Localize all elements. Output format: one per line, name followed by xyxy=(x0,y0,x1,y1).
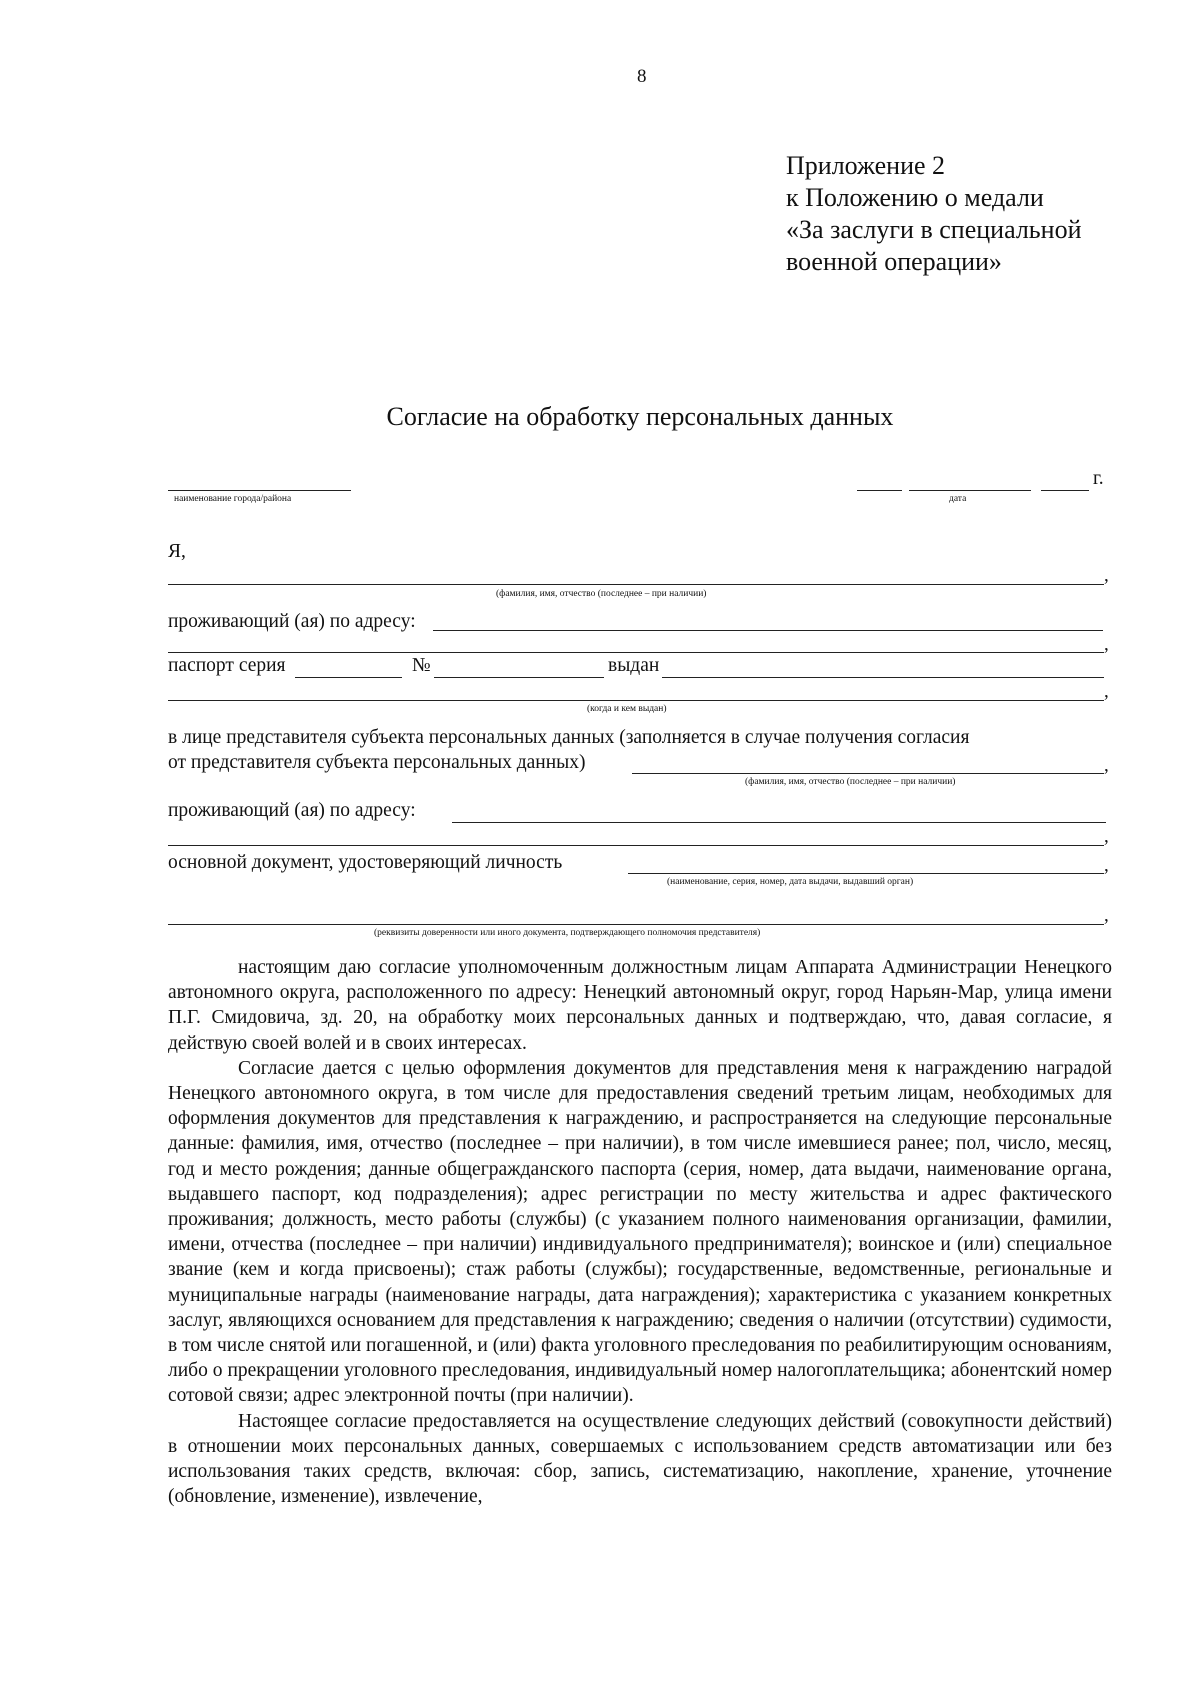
consent-body xyxy=(168,955,1112,1509)
year-suffix: г. xyxy=(1093,468,1104,489)
appendix-line: военной операции» xyxy=(786,247,1002,276)
city-blank xyxy=(168,490,351,491)
representative-text: в лице представителя субъекта персональных данных (заполняется в случае получения согласия xyxy=(168,727,970,748)
id-document-label: основной документ, удостоверяющий личность xyxy=(168,852,563,873)
ya-label: Я, xyxy=(168,541,186,562)
passport-number-label: № xyxy=(412,655,431,676)
rep-address-label: проживающий (ая) по адресу: xyxy=(168,800,416,821)
comma: , xyxy=(1104,905,1109,926)
representative-text: от представителя субъекта персональных данных) xyxy=(168,752,586,773)
id-document-blank xyxy=(628,873,1104,874)
fio-caption: (фамилия, имя, отчество (последнее – при наличии) xyxy=(496,589,707,599)
issued-blank-2 xyxy=(168,700,1104,701)
comma: , xyxy=(1104,755,1109,776)
power-of-attorney-blank xyxy=(168,924,1104,925)
date-caption: дата xyxy=(949,494,967,504)
document-title: Согласие на обработку персональных данных xyxy=(386,402,894,431)
power-of-attorney-caption: (реквизиты доверенности или иного документа, подтверждающего полномочия представителя) xyxy=(374,928,761,938)
paragraph: настоящим даю согласие уполномоченным должностным лицам Аппарата Администрации Ненецкого автономного округа, расположенного по адресу: Ненецкий автономный округ, город Нарьян-Мар, улица имени П.Г. Смидовича, зд. 20, на обработку моих персональных данных и подтверждаю, что, давая согласие, я действую своей волей и в своих интересах. xyxy=(168,957,1112,1054)
comma: , xyxy=(1104,855,1109,876)
comma: , xyxy=(1104,565,1109,586)
passport-number-blank xyxy=(434,677,604,678)
paragraph: Настоящее согласие предоставляется на осуществление следующих действий (совокупности действий) в отношении моих персональных данных, совершаемых с использованием средств автоматизации или без использования таких средств, включая: сбор, запись, систематизацию, накопление, хранение, уточнение (обновление, изменение), извлечение, xyxy=(168,1410,1112,1508)
rep-address-blank xyxy=(452,822,1106,823)
year-blank xyxy=(1041,490,1089,491)
month-blank xyxy=(909,490,1031,491)
address-label: проживающий (ая) по адресу: xyxy=(168,611,416,632)
fio-blank xyxy=(168,584,1104,585)
city-caption: наименование города/района xyxy=(174,494,292,504)
address-blank-2 xyxy=(168,652,1104,653)
appendix-header xyxy=(786,150,1082,278)
issued-label: выдан xyxy=(608,655,660,676)
page-number: 8 xyxy=(637,66,647,87)
rep-fio-blank xyxy=(632,773,1104,774)
day-blank xyxy=(857,490,902,491)
appendix-line: Приложение 2 xyxy=(786,151,946,180)
rep-address-blank-2 xyxy=(168,845,1104,846)
comma: , xyxy=(1104,826,1109,847)
appendix-line: «За заслуги в специальной xyxy=(786,215,1082,244)
rep-fio-caption: (фамилия, имя, отчество (последнее – при наличии) xyxy=(745,777,956,787)
comma: , xyxy=(1104,634,1109,655)
appendix-line: к Положению о медали xyxy=(786,183,1044,212)
paragraph: Согласие дается с целью оформления документов для представления меня к награждению наградой Ненецкого автономного округа, в том числе для предоставления сведений третьим лицам, необходимых для оформления документов для представления к награждению, и распространяется на следующие персональные данные: фамилия, имя, отчество (последнее – при наличии), в том числе имевшиеся ранее; пол, число, месяц, год и место рождения; данные общегражданского паспорта (серия, номер, дата выдачи, наименование органа, выдавшего паспорт, код подразделения); адрес регистрации по месту жительства и адрес фактического проживания; должность, место работы (службы) (с указанием полного наименования организации, фамилии, имени, отчества (последнее – при наличии) индивидуального предпринимателя); воинское и (или) специальное звание (кем и когда присвоены); стаж работы (службы); государственные, ведомственные, региональные и муниципальные награды (наименование награды, дата награждения); характеристика с указанием конкретных заслуг, являющихся основанием для представления к награждению; сведения о наличии (отсутствии) судимости, в том числе снятой или погашенной, и (или) факта уголовного преследования по реабилитирующим основаниям, либо о прекращении уголовного преследования, индивидуальный номер налогоплательщика; абонентский номер сотовой связи; адрес электронной почты (при наличии). xyxy=(168,1057,1112,1407)
issued-blank xyxy=(662,677,1104,678)
passport-series-label: паспорт серия xyxy=(168,655,286,676)
passport-series-blank xyxy=(295,677,402,678)
comma: , xyxy=(1104,681,1109,702)
address-blank xyxy=(433,630,1103,631)
issued-caption: (когда и кем выдан) xyxy=(587,704,667,714)
id-document-caption: (наименование, серия, номер, дата выдачи, выдавший орган) xyxy=(667,877,914,887)
